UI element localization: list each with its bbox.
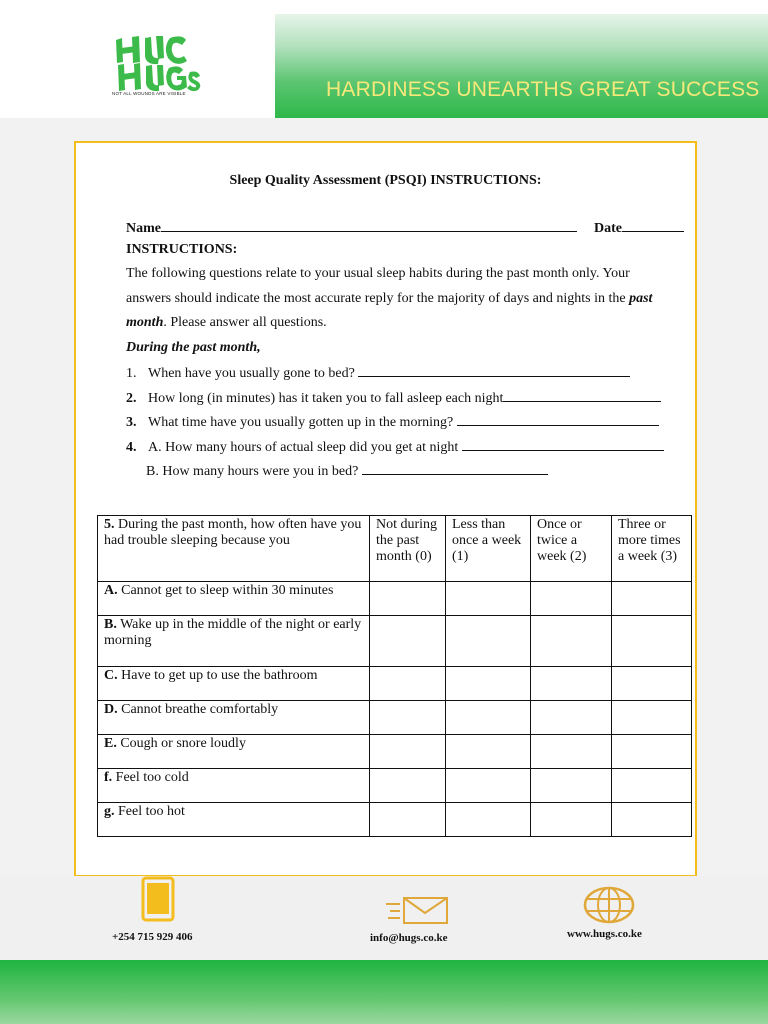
row-label	[98, 735, 370, 769]
answer-cell[interactable]	[531, 769, 612, 803]
answer-cell[interactable]	[370, 667, 446, 701]
banner-tagline: HARDINESS UNEARTHS GREAT SUCCESS	[326, 78, 760, 101]
page-footer	[0, 876, 768, 960]
answer-cell[interactable]	[612, 701, 692, 735]
answer-cell[interactable]	[370, 616, 446, 667]
answer-cell[interactable]	[531, 616, 612, 667]
row-label	[98, 701, 370, 735]
form-title: Sleep Quality Assessment (PSQI) INSTRUCTIONS:	[229, 173, 542, 188]
table-row	[98, 582, 692, 616]
question-4b	[146, 462, 548, 480]
row-text: Feel too hot	[118, 804, 185, 819]
answer-cell[interactable]	[370, 735, 446, 769]
question-1	[126, 364, 630, 382]
answer-field-4a[interactable]	[462, 438, 664, 451]
header-banner	[275, 14, 768, 118]
name-label: Name	[126, 221, 161, 236]
row-label	[98, 582, 370, 616]
sleep-trouble-table	[97, 515, 692, 837]
row-letter: D.	[104, 702, 118, 717]
row-label	[98, 667, 370, 701]
answer-cell[interactable]	[370, 769, 446, 803]
table-header-less-than-once: Less than once a week (1)	[446, 516, 531, 582]
envelope-icon	[386, 896, 450, 926]
name-date-line	[126, 219, 684, 237]
footer-email: info@hugs.co.ke	[370, 932, 448, 944]
bottom-bar	[0, 960, 768, 1024]
row-letter: A.	[104, 583, 118, 598]
answer-cell[interactable]	[446, 616, 531, 667]
footer-phone: +254 715 929 406	[112, 931, 193, 943]
answer-cell[interactable]	[446, 582, 531, 616]
table-row	[98, 769, 692, 803]
question-number: 1.	[126, 366, 137, 381]
row-text: Cough or snore loudly	[120, 736, 246, 751]
question-text: B. How many hours were you in bed?	[146, 464, 359, 479]
intro-month: month	[126, 315, 164, 330]
row-text: Cannot get to sleep within 30 minutes	[121, 583, 334, 598]
answer-field-1[interactable]	[358, 364, 630, 377]
question-number: 4.	[126, 440, 137, 455]
question-text: How long (in minutes) has it taken you to fall asleep each night	[148, 391, 504, 406]
question-4a	[126, 438, 664, 456]
answer-cell[interactable]	[612, 582, 692, 616]
row-letter: f.	[104, 770, 113, 785]
answer-field-2[interactable]	[503, 389, 661, 402]
table-question-text: During the past month, how often have you had trouble sleeping because you	[104, 517, 362, 548]
date-label: Date	[594, 221, 622, 236]
intro-line-2-text: answers should indicate the most accurate reply for the majority of days and nights in the	[126, 291, 626, 306]
table-row	[98, 803, 692, 837]
answer-cell[interactable]	[531, 667, 612, 701]
intro-line-2	[126, 291, 652, 307]
instructions-heading: INSTRUCTIONS:	[126, 242, 238, 257]
answer-cell[interactable]	[531, 803, 612, 837]
table-question-number: 5.	[104, 517, 115, 532]
answer-cell[interactable]	[531, 701, 612, 735]
answer-cell[interactable]	[370, 701, 446, 735]
answer-cell[interactable]	[370, 803, 446, 837]
table-row	[98, 701, 692, 735]
answer-cell[interactable]	[446, 769, 531, 803]
answer-field-3[interactable]	[457, 413, 659, 426]
table-row	[98, 667, 692, 701]
form-frame	[74, 141, 697, 877]
footer-website: www.hugs.co.ke	[567, 928, 642, 940]
intro-end: . Please answer all questions.	[163, 315, 327, 330]
answer-cell[interactable]	[446, 667, 531, 701]
answer-cell[interactable]	[612, 667, 692, 701]
answer-cell[interactable]	[531, 582, 612, 616]
during-label: During the past month,	[126, 340, 261, 355]
question-2	[126, 389, 661, 407]
hugs-logo	[112, 32, 204, 96]
row-text: Cannot breathe comfortably	[121, 702, 279, 717]
intro-past: past	[629, 291, 653, 306]
table-row	[98, 616, 692, 667]
logo-tagline: NOT ALL WOUNDS ARE VISIBLE	[112, 91, 186, 96]
answer-cell[interactable]	[446, 735, 531, 769]
table-question-cell	[98, 516, 370, 582]
answer-cell[interactable]	[446, 803, 531, 837]
answer-cell[interactable]	[612, 616, 692, 667]
question-number: 2.	[126, 391, 137, 406]
row-label	[98, 616, 370, 667]
date-field[interactable]	[622, 219, 684, 232]
row-label	[98, 803, 370, 837]
question-3	[126, 413, 659, 431]
answer-field-4b[interactable]	[362, 462, 548, 475]
phone-icon	[141, 876, 175, 922]
page-header	[0, 0, 768, 118]
row-letter: g.	[104, 804, 115, 819]
row-text: Have to get up to use the bathroom	[121, 668, 318, 683]
answer-cell[interactable]	[446, 701, 531, 735]
row-label	[98, 769, 370, 803]
row-text: Feel too cold	[115, 770, 189, 785]
question-text: What time have you usually gotten up in the morning?	[148, 415, 454, 430]
row-letter: E.	[104, 736, 117, 751]
intro-line-3	[126, 315, 327, 331]
row-text: Wake up in the middle of the night or early morning	[104, 617, 362, 648]
globe-icon	[583, 886, 635, 924]
answer-cell[interactable]	[531, 735, 612, 769]
question-number: 3.	[126, 415, 137, 430]
name-field[interactable]	[161, 219, 577, 232]
answer-cell[interactable]	[370, 582, 446, 616]
intro-line-1: The following questions relate to your usual sleep habits during the past month only. Your	[126, 266, 630, 281]
table-header-three-or-more: Three or more times a week (3)	[612, 516, 692, 582]
table-row	[98, 735, 692, 769]
table-header-not-during: Not during the past month (0)	[370, 516, 446, 582]
table-header-once-or-twice: Once or twice a week (2)	[531, 516, 612, 582]
answer-cell[interactable]	[612, 735, 692, 769]
question-text: A. How many hours of actual sleep did you get at night	[148, 440, 459, 455]
answer-cell[interactable]	[612, 803, 692, 837]
table-header-row	[98, 516, 692, 582]
row-letter: C.	[104, 668, 118, 683]
question-text: When have you usually gone to bed?	[148, 366, 355, 381]
answer-cell[interactable]	[612, 769, 692, 803]
row-letter: B.	[104, 617, 117, 632]
